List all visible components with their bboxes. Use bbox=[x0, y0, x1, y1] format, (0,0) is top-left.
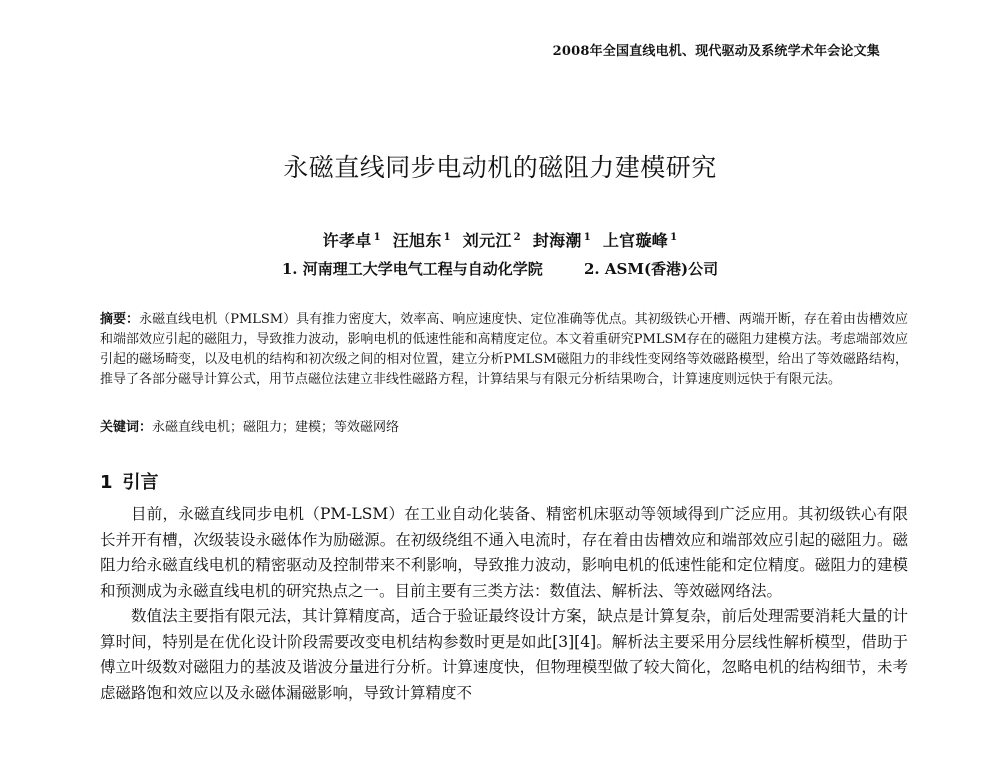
affiliation: 2. ASM(香港)公司 bbox=[583, 260, 719, 278]
author-affil-mark: 1 bbox=[443, 231, 451, 243]
author-affil-mark: 2 bbox=[513, 231, 521, 243]
author bbox=[603, 231, 677, 250]
author-affil-mark: 1 bbox=[670, 231, 678, 243]
affiliation: 1. 河南理工大学电气工程与自动化学院 bbox=[281, 260, 543, 278]
section-title: 引言 bbox=[122, 472, 159, 493]
keywords bbox=[100, 418, 908, 438]
affiliation-list bbox=[0, 258, 1000, 279]
author-name: 上官璇峰 bbox=[602, 231, 669, 250]
paper-title: 永磁直线同步电动机的磁阻力建模研究 bbox=[283, 153, 717, 182]
author bbox=[463, 231, 521, 250]
section-number: 1 bbox=[100, 472, 113, 493]
running-head: 2008年全国直线电机、现代驱动及系统学术年会论文集 bbox=[552, 44, 880, 59]
author bbox=[323, 231, 381, 250]
author-affil-mark: 1 bbox=[583, 231, 591, 243]
author-name: 汪旭东 bbox=[392, 231, 442, 250]
author-name: 刘元江 bbox=[462, 231, 512, 250]
author bbox=[533, 231, 591, 250]
body-text bbox=[100, 502, 908, 706]
author-name: 许孝卓 bbox=[322, 231, 372, 250]
keywords-text: 永磁直线电机；磁阻力；建模；等效磁网络 bbox=[152, 420, 400, 435]
author-list bbox=[0, 228, 1000, 251]
abstract-text: 永磁直线电机（PMLSM）具有推力密度大，效率高、响应速度快、定位准确等优点。其初级铁心开槽、两端开断，存在着由齿槽效应和端部效应引起的磁阻力，导致推力波动，影响电机的低速性能和高精度定位。本文着重研究PMLSM存在的磁阻力建模方法。考虑端部效应引起的磁场畸变，以及电机的结构和初次级之间的相对位置，建立分析PMLSM磁阻力的非线性变网络等效磁路模型，给出了等效磁路结构，推导了各部分磁导计算公式，用节点磁位法建立非线性磁路方程，计算结果与有限元分析结果吻合，计算速度则远快于有限元法。 bbox=[100, 312, 908, 387]
author bbox=[393, 231, 451, 250]
abstract-label: 摘要： bbox=[100, 312, 140, 327]
author-name: 封海潮 bbox=[532, 231, 582, 250]
paragraph: 目前，永磁直线同步电机（PM-LSM）在工业自动化装备、精密机床驱动等领域得到广泛应用。其初级铁心有限长并开有槽，次级装设永磁体作为励磁源。在初级绕组不通入电流时，存在着由齿槽效应和端部效应引起的磁阻力。磁阻力给永磁直线电机的精密驱动及控制带来不利影响，导致推力波动，影响电机的低速性能和定位精度。磁阻力的建模和预测成为永磁直线电机的研究热点之一。目前主要有三类方法：数值法、解析法、等效磁网络法。 bbox=[100, 505, 908, 600]
abstract bbox=[100, 310, 908, 390]
paragraph: 数值法主要指有限元法，其计算精度高，适合于验证最终设计方案，缺点是计算复杂，前后处理需要消耗大量的计算时间，特别是在优化设计阶段需要改变电机结构参数时更是如此[3][4]。解析法主要采用分层线性解析模型，借助于傅立叶级数对磁阻力的基波及谐波分量进行分析。计算速度快，但物理模型做了较大简化，忽略电机的结构细节，未考虑磁路饱和效应以及永磁体漏磁影响，导致计算精度不 bbox=[100, 607, 908, 702]
author-affil-mark: 1 bbox=[373, 231, 381, 243]
section-heading bbox=[100, 468, 159, 494]
keywords-label: 关键词： bbox=[100, 420, 153, 435]
